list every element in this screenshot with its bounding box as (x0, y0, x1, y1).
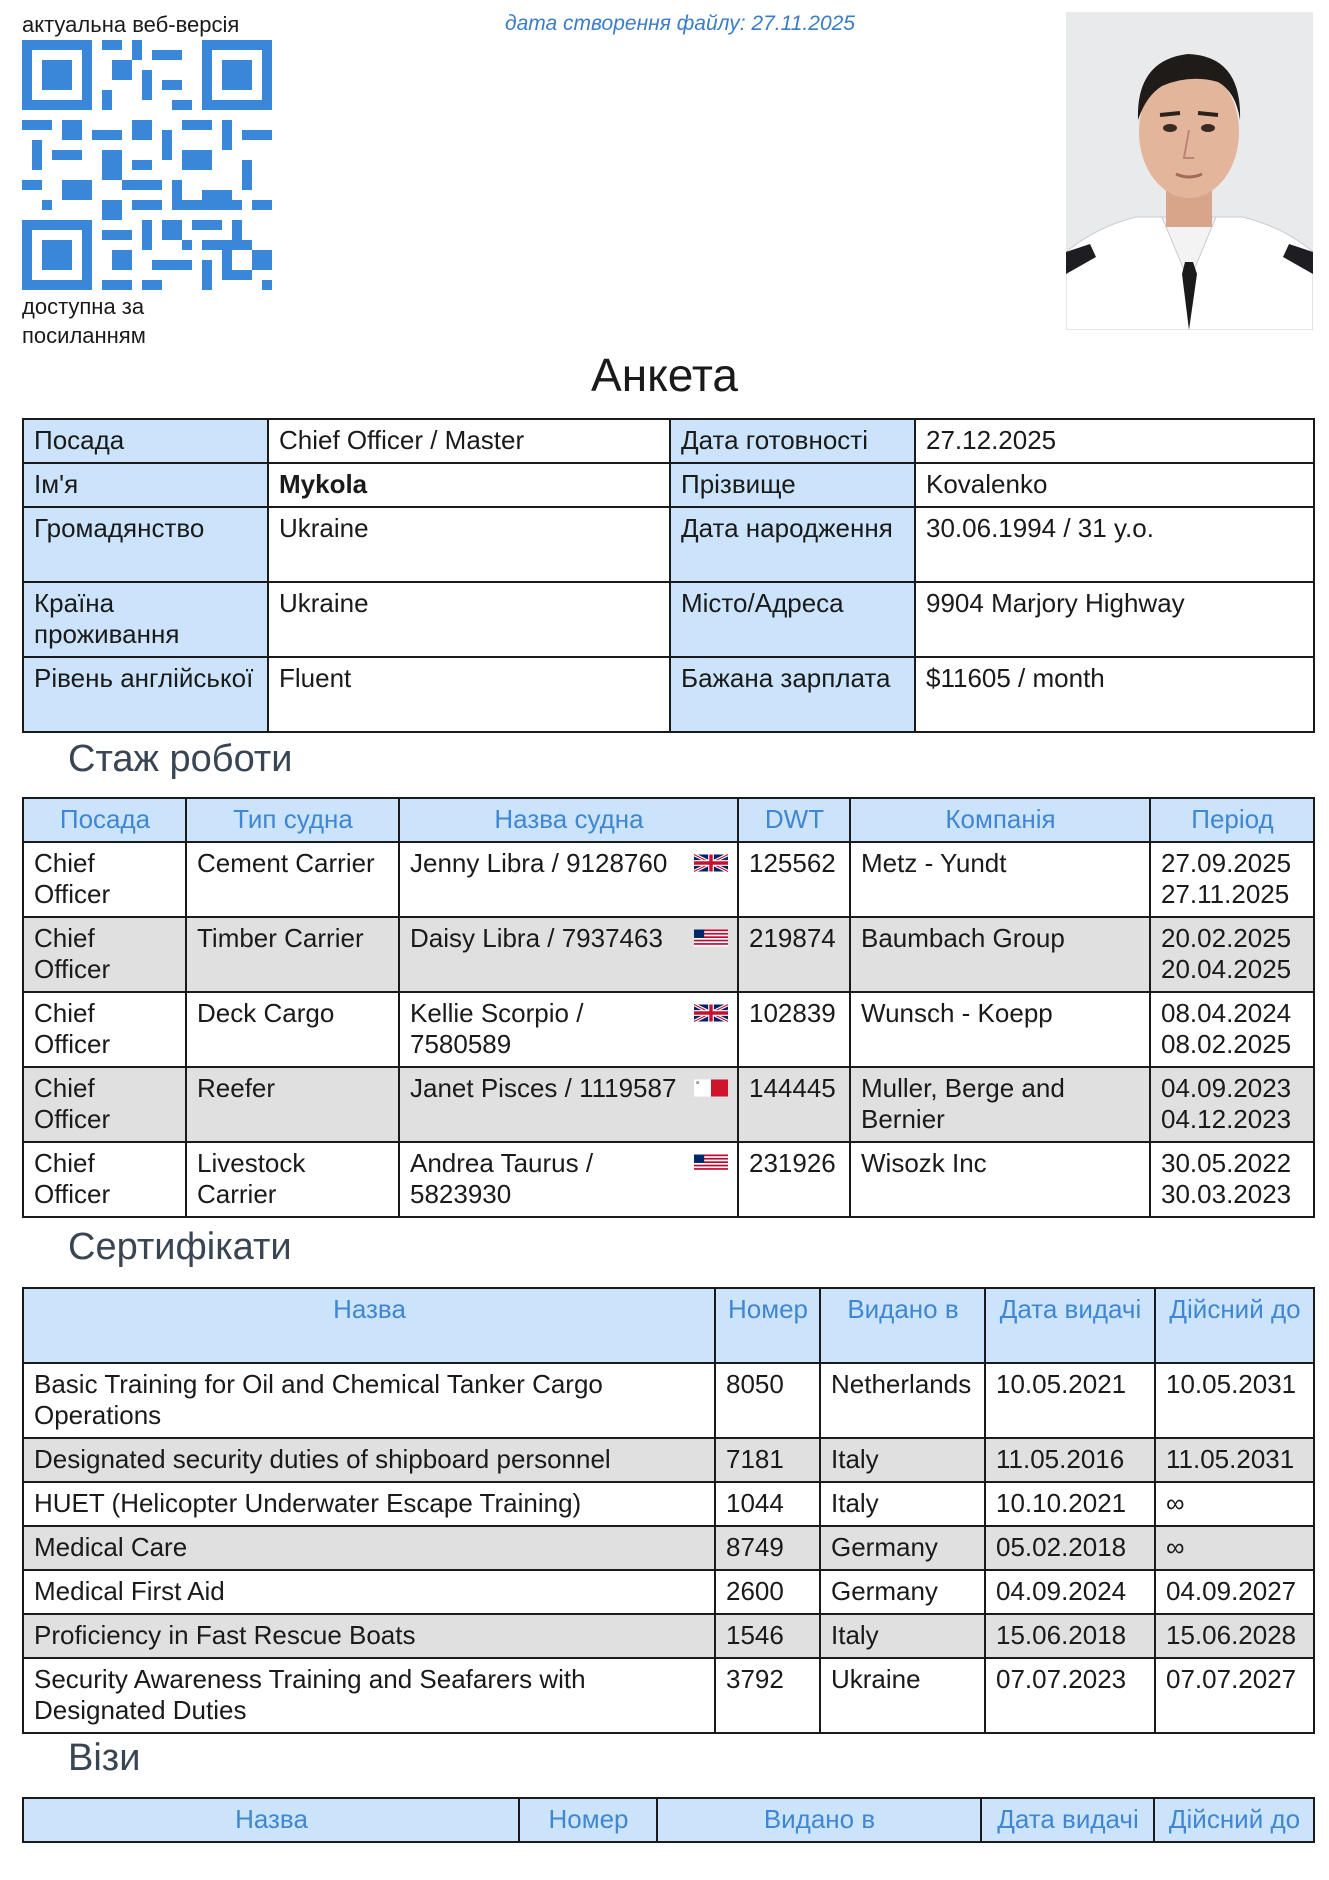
period-from: 04.09.2023 (1161, 1073, 1292, 1103)
citizenship-label: Громадянство (23, 507, 268, 582)
exp-dwt: 102839 (738, 992, 850, 1067)
exp-vessel-type: Timber Carrier (186, 917, 399, 992)
uk-flag-icon (694, 1002, 728, 1024)
column-header: Посада (23, 798, 186, 842)
column-header: Компанія (850, 798, 1150, 842)
column-header: DWT (738, 798, 850, 842)
surname-value: Kovalenko (915, 463, 1314, 507)
column-header: Номер (715, 1288, 820, 1363)
cert-valid-until: 11.05.2031 (1155, 1438, 1314, 1482)
exp-period (1150, 992, 1314, 1067)
table-header-row (23, 1288, 1314, 1363)
liberia-flag-icon (694, 927, 728, 949)
cert-name: Designated security duties of shipboard personnel (23, 1438, 715, 1482)
table-row (23, 1438, 1314, 1482)
readiness-label: Дата готовності (670, 419, 915, 463)
cert-number: 8050 (715, 1363, 820, 1438)
cert-issued-in: Ukraine (820, 1658, 985, 1733)
table-header-row (23, 798, 1314, 842)
column-header: Назва (23, 1798, 519, 1842)
exp-period (1150, 842, 1314, 917)
exp-position: Chief Officer (23, 842, 186, 917)
citizenship-value: Ukraine (268, 507, 670, 582)
country-value: Ukraine (268, 582, 670, 657)
cert-issue-date: 04.09.2024 (985, 1570, 1155, 1614)
cert-name: Proficiency in Fast Rescue Boats (23, 1614, 715, 1658)
cert-name: Medical First Aid (23, 1570, 715, 1614)
name-label: Ім'я (23, 463, 268, 507)
exp-company: Muller, Berge and Bernier (850, 1067, 1150, 1142)
table-row (23, 1614, 1314, 1658)
exp-vessel-type: Reefer (186, 1067, 399, 1142)
column-header: Назва судна (399, 798, 738, 842)
table-row (23, 1142, 1314, 1217)
surname-label: Прізвище (670, 463, 915, 507)
table-row (23, 1067, 1314, 1142)
cert-valid-until: 07.07.2027 (1155, 1658, 1314, 1733)
cert-valid-until: 15.06.2028 (1155, 1614, 1314, 1658)
exp-dwt: 231926 (738, 1142, 850, 1217)
visas-table (22, 1797, 1315, 1843)
profile-photo (1066, 12, 1313, 330)
table-row (23, 463, 1314, 507)
vessel-name-text: Kellie Scorpio / 7580589 (410, 998, 584, 1059)
table-row (23, 1482, 1314, 1526)
cert-name: Security Awareness Training and Seafarers with Designated Duties (23, 1658, 715, 1733)
exp-position: Chief Officer (23, 917, 186, 992)
period-from: 30.05.2022 (1161, 1148, 1292, 1178)
cert-number: 3792 (715, 1658, 820, 1733)
period-to: 04.12.2023 (1161, 1104, 1292, 1134)
certificates-table (22, 1287, 1315, 1734)
position-value: Chief Officer / Master (268, 419, 670, 463)
period-to: 27.11.2025 (1161, 879, 1290, 909)
table-row (23, 507, 1314, 582)
liberia-flag-icon (694, 1152, 728, 1174)
cert-valid-until: 10.05.2031 (1155, 1363, 1314, 1438)
cert-name: HUET (Helicopter Underwater Escape Training) (23, 1482, 715, 1526)
cert-issued-in: Germany (820, 1526, 985, 1570)
country-label: Країна проживання (23, 582, 268, 657)
cert-issued-in: Italy (820, 1438, 985, 1482)
column-header: Видано в (820, 1288, 985, 1363)
period-from: 08.04.2024 (1161, 998, 1292, 1028)
cert-number: 1546 (715, 1614, 820, 1658)
exp-dwt: 144445 (738, 1067, 850, 1142)
period-from: 20.02.2025 (1161, 923, 1292, 953)
cert-name: Basic Training for Oil and Chemical Tanker Cargo Operations (23, 1363, 715, 1438)
exp-vessel-name (399, 1142, 738, 1217)
exp-company: Metz - Yundt (850, 842, 1150, 917)
name-value: Mykola (268, 463, 670, 507)
salary-value: $11605 / month (915, 657, 1314, 732)
exp-company: Wisozk Inc (850, 1142, 1150, 1217)
exp-vessel-name (399, 1067, 738, 1142)
cert-name: Medical Care (23, 1526, 715, 1570)
file-creation-date: дата створення файлу: 27.11.2025 (505, 12, 855, 35)
exp-position: Chief Officer (23, 1067, 186, 1142)
english-label: Рівень англійської (23, 657, 268, 732)
readiness-value: 27.12.2025 (915, 419, 1314, 463)
exp-period (1150, 917, 1314, 992)
page-title: Анкета (591, 349, 738, 401)
period-to: 30.03.2023 (1161, 1179, 1292, 1209)
qr-label-bottom (22, 292, 146, 350)
uk-flag-icon (694, 852, 728, 874)
position-label: Посада (23, 419, 268, 463)
cert-valid-until: ∞ (1155, 1526, 1314, 1570)
english-value: Fluent (268, 657, 670, 732)
cert-issue-date: 05.02.2018 (985, 1526, 1155, 1570)
exp-vessel-type: Cement Carrier (186, 842, 399, 917)
cert-issued-in: Germany (820, 1570, 985, 1614)
cert-number: 2600 (715, 1570, 820, 1614)
column-header: Тип судна (186, 798, 399, 842)
exp-dwt: 125562 (738, 842, 850, 917)
city-label: Місто/Адреса (670, 582, 915, 657)
table-row (23, 582, 1314, 657)
table-row (23, 842, 1314, 917)
table-row (23, 1658, 1314, 1733)
table-row (23, 1570, 1314, 1614)
cert-issued-in: Italy (820, 1614, 985, 1658)
column-header: Видано в (657, 1798, 981, 1842)
cert-issue-date: 15.06.2018 (985, 1614, 1155, 1658)
exp-company: Baumbach Group (850, 917, 1150, 992)
vessel-name-text: Daisy Libra / 7937463 (410, 923, 663, 953)
qr-label-line-1: доступна за (22, 294, 145, 319)
exp-vessel-type: Deck Cargo (186, 992, 399, 1067)
exp-position: Chief Officer (23, 1142, 186, 1217)
exp-dwt: 219874 (738, 917, 850, 992)
exp-position: Chief Officer (23, 992, 186, 1067)
cert-number: 1044 (715, 1482, 820, 1526)
cert-issue-date: 10.05.2021 (985, 1363, 1155, 1438)
table-row (23, 917, 1314, 992)
qr-code[interactable] (22, 40, 272, 290)
cert-valid-until: 04.09.2027 (1155, 1570, 1314, 1614)
column-header: Дійсний до (1154, 1798, 1314, 1842)
birth-value: 30.06.1994 / 31 y.o. (915, 507, 1314, 582)
experience-section-title: Стаж роботи (68, 738, 293, 780)
cert-issue-date: 11.05.2016 (985, 1438, 1155, 1482)
exp-vessel-name (399, 917, 738, 992)
period-from: 27.09.2025 (1161, 848, 1292, 878)
column-header: Назва (23, 1288, 715, 1363)
qr-label-line-2: посиланням (22, 323, 146, 348)
birth-label: Дата народження (670, 507, 915, 582)
period-to: 08.02.2025 (1161, 1029, 1292, 1059)
qr-label-top: актуальна веб-версія (22, 12, 240, 37)
column-header: Дата видачі (985, 1288, 1155, 1363)
cert-issued-in: Netherlands (820, 1363, 985, 1438)
exp-period (1150, 1142, 1314, 1217)
malta-flag-icon (694, 1077, 728, 1099)
column-header: Дата видачі (981, 1798, 1154, 1842)
period-to: 20.04.2025 (1161, 954, 1292, 984)
table-row (23, 1363, 1314, 1438)
table-row (23, 992, 1314, 1067)
cert-valid-until: ∞ (1155, 1482, 1314, 1526)
cert-issued-in: Italy (820, 1482, 985, 1526)
city-value: 9904 Marjory Highway (915, 582, 1314, 657)
cert-number: 7181 (715, 1438, 820, 1482)
exp-vessel-name (399, 842, 738, 917)
table-row (23, 419, 1314, 463)
visas-section-title: Візи (68, 1737, 141, 1779)
vessel-name-text: Andrea Taurus / 5823930 (410, 1148, 594, 1209)
column-header: Номер (519, 1798, 657, 1842)
table-row (23, 1526, 1314, 1570)
column-header: Період (1150, 798, 1314, 842)
vessel-name-text: Jenny Libra / 9128760 (410, 848, 668, 878)
certificates-section-title: Сертифікати (68, 1226, 292, 1268)
exp-vessel-name (399, 992, 738, 1067)
cert-issue-date: 07.07.2023 (985, 1658, 1155, 1733)
column-header: Дійсний до (1155, 1288, 1314, 1363)
salary-label: Бажана зарплата (670, 657, 915, 732)
table-header-row (23, 1798, 1314, 1842)
cert-number: 8749 (715, 1526, 820, 1570)
cert-issue-date: 10.10.2021 (985, 1482, 1155, 1526)
vessel-name-text: Janet Pisces / 1119587 (410, 1073, 677, 1103)
personal-info-table (22, 418, 1315, 733)
experience-table (22, 797, 1315, 1218)
exp-vessel-type: Livestock Carrier (186, 1142, 399, 1217)
exp-period (1150, 1067, 1314, 1142)
exp-company: Wunsch - Koepp (850, 992, 1150, 1067)
table-row (23, 657, 1314, 732)
